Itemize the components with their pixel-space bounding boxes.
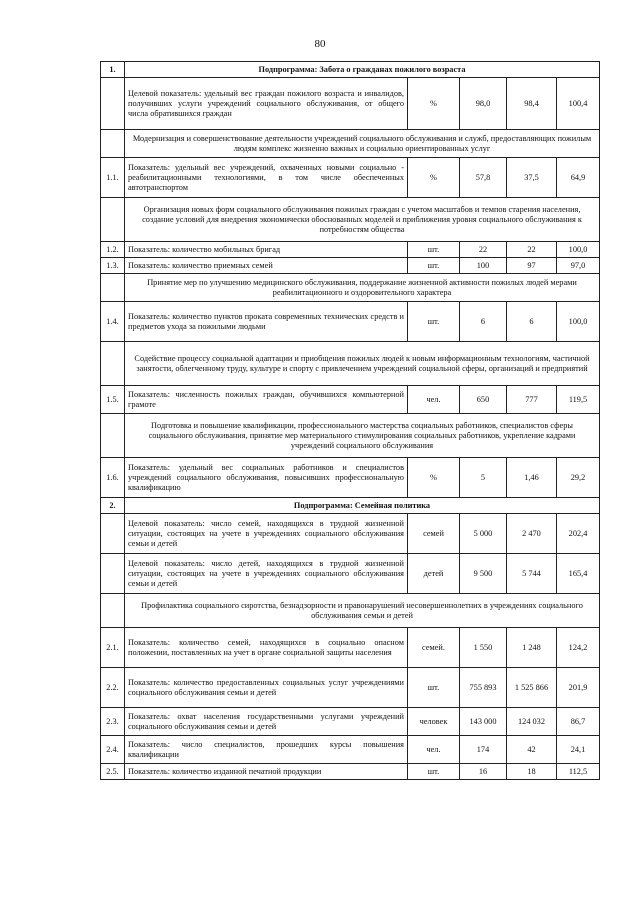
row-number: 1.1. bbox=[101, 158, 125, 198]
indicator-row bbox=[101, 258, 600, 274]
indicator-description: Показатель: число специалистов, прошедших курсы повышения квалификации bbox=[125, 736, 408, 764]
indicator-unit: шт. bbox=[408, 668, 460, 708]
indicator-unit: шт. bbox=[408, 242, 460, 258]
indicator-row bbox=[101, 708, 600, 736]
indicator-description: Показатель: количество пунктов проката современных технических средств и предметов ухода за пожилыми людьми bbox=[125, 302, 408, 342]
subtask-row bbox=[101, 342, 600, 386]
indicator-row bbox=[101, 764, 600, 780]
indicator-percent: 202,4 bbox=[557, 514, 600, 554]
row-number: 2.1. bbox=[101, 628, 125, 668]
subtask-text: Профилактика социального сиротства, безнадзорности и правонарушений несовершеннолетних в учреждениях социального обслуживания семьи и детей bbox=[125, 594, 600, 628]
indicator-planned-value: 16 bbox=[460, 764, 507, 780]
section-number: 1. bbox=[101, 62, 125, 78]
indicator-actual-value: 124 032 bbox=[507, 708, 557, 736]
indicator-planned-value: 174 bbox=[460, 736, 507, 764]
subtask-text: Модернизация и совершенствование деятельности учреждений социального обслуживания и служб, предоставляющих пожилым людям комплекс жизненно важных и социально ориентированных услуг bbox=[125, 130, 600, 158]
indicator-actual-value: 97 bbox=[507, 258, 557, 274]
indicator-actual-value: 2 470 bbox=[507, 514, 557, 554]
section-header-row bbox=[101, 498, 600, 514]
indicator-description: Показатель: охват населения государственными услугами учреждений социального обслуживания семьи и детей bbox=[125, 708, 408, 736]
indicator-row bbox=[101, 302, 600, 342]
indicator-row bbox=[101, 78, 600, 130]
indicator-planned-value: 100 bbox=[460, 258, 507, 274]
indicator-unit: % bbox=[408, 78, 460, 130]
section-title: Подпрограмма: Забота о гражданах пожилого возраста bbox=[125, 62, 600, 78]
indicator-unit: чел. bbox=[408, 386, 460, 414]
indicator-actual-value: 37,5 bbox=[507, 158, 557, 198]
indicator-percent: 201,9 bbox=[557, 668, 600, 708]
subtask-row bbox=[101, 274, 600, 302]
row-number bbox=[101, 514, 125, 554]
indicator-planned-value: 9 500 bbox=[460, 554, 507, 594]
indicator-percent: 112,5 bbox=[557, 764, 600, 780]
indicators-table bbox=[100, 61, 600, 780]
page-number: 80 bbox=[314, 38, 326, 50]
row-number bbox=[101, 554, 125, 594]
indicator-percent: 100,0 bbox=[557, 302, 600, 342]
row-number: 1.2. bbox=[101, 242, 125, 258]
indicator-percent: 119,5 bbox=[557, 386, 600, 414]
indicator-planned-value: 57,8 bbox=[460, 158, 507, 198]
indicator-actual-value: 42 bbox=[507, 736, 557, 764]
indicator-row bbox=[101, 458, 600, 498]
row-number bbox=[101, 130, 125, 158]
row-number: 2.5. bbox=[101, 764, 125, 780]
indicator-percent: 97,0 bbox=[557, 258, 600, 274]
indicator-actual-value: 1,46 bbox=[507, 458, 557, 498]
indicator-row bbox=[101, 386, 600, 414]
subtask-row bbox=[101, 414, 600, 458]
indicator-unit: семей. bbox=[408, 628, 460, 668]
subtask-text: Принятие мер по улучшению медицинского обслуживания, поддержание жизненной активности пожилых людей мерами реабилитационного и оздоровительного характера bbox=[125, 274, 600, 302]
indicator-percent: 100,4 bbox=[557, 78, 600, 130]
row-number bbox=[101, 594, 125, 628]
indicator-description: Показатель: удельный вес социальных работников и специалистов учреждений социального обслуживания, повысивших профессиональную квалификацию bbox=[125, 458, 408, 498]
indicator-percent: 29,2 bbox=[557, 458, 600, 498]
indicator-percent: 165,4 bbox=[557, 554, 600, 594]
indicator-unit: % bbox=[408, 158, 460, 198]
indicator-actual-value: 1 525 866 bbox=[507, 668, 557, 708]
indicator-row bbox=[101, 736, 600, 764]
row-number: 1.4. bbox=[101, 302, 125, 342]
indicators-table-body bbox=[101, 62, 600, 780]
row-number bbox=[101, 78, 125, 130]
indicator-percent: 24,1 bbox=[557, 736, 600, 764]
indicator-unit: % bbox=[408, 458, 460, 498]
subtask-row bbox=[101, 594, 600, 628]
row-number: 1.5. bbox=[101, 386, 125, 414]
subtask-row bbox=[101, 130, 600, 158]
indicator-actual-value: 98,4 bbox=[507, 78, 557, 130]
row-number: 2.2. bbox=[101, 668, 125, 708]
indicator-planned-value: 1 550 bbox=[460, 628, 507, 668]
indicator-actual-value: 22 bbox=[507, 242, 557, 258]
indicator-description: Показатель: численность пожилых граждан, обучившихся компьютерной грамоте bbox=[125, 386, 408, 414]
indicator-row bbox=[101, 158, 600, 198]
indicator-row bbox=[101, 514, 600, 554]
indicator-description: Целевой показатель: число детей, находящихся в трудной жизненной ситуации, состоящих на учете в учреждениях социального обслуживания семьи и детей bbox=[125, 554, 408, 594]
indicator-description: Показатель: количество семей, находящихся в социально опасном положении, поставленных на учет в органе социальной защиты населения bbox=[125, 628, 408, 668]
section-number: 2. bbox=[101, 498, 125, 514]
indicator-planned-value: 755 893 bbox=[460, 668, 507, 708]
indicator-planned-value: 5 000 bbox=[460, 514, 507, 554]
row-number bbox=[101, 414, 125, 458]
indicator-unit: семей bbox=[408, 514, 460, 554]
indicator-unit: шт. bbox=[408, 258, 460, 274]
indicator-percent: 64,9 bbox=[557, 158, 600, 198]
indicator-actual-value: 6 bbox=[507, 302, 557, 342]
row-number: 1.3. bbox=[101, 258, 125, 274]
indicator-row bbox=[101, 554, 600, 594]
subtask-text: Содействие процессу социальной адаптации и приобщения пожилых людей к новым информационным технологиям, частичной занятости, облегченному труду, культуре и спорту с привлечением учреждений социальной сферы, организаций и предприятий bbox=[125, 342, 600, 386]
section-header-row bbox=[101, 62, 600, 78]
row-number bbox=[101, 342, 125, 386]
indicator-actual-value: 5 744 bbox=[507, 554, 557, 594]
indicator-description: Показатель: количество изданной печатной продукции bbox=[125, 764, 408, 780]
indicator-planned-value: 650 bbox=[460, 386, 507, 414]
section-title: Подпрограмма: Семейная политика bbox=[125, 498, 600, 514]
indicator-row bbox=[101, 668, 600, 708]
indicator-unit: человек bbox=[408, 708, 460, 736]
indicator-description: Целевой показатель: удельный вес граждан пожилого возраста и инвалидов, получивших услуги учреждений социального обслуживания, от общего числа обратившихся граждан bbox=[125, 78, 408, 130]
indicator-description: Показатель: количество предоставленных социальных услуг учреждениями социального обслуживания семьи и детей bbox=[125, 668, 408, 708]
indicator-unit: шт. bbox=[408, 764, 460, 780]
indicator-unit: чел. bbox=[408, 736, 460, 764]
row-number bbox=[101, 198, 125, 242]
indicator-actual-value: 1 248 bbox=[507, 628, 557, 668]
indicator-description: Показатель: количество мобильных бригад bbox=[125, 242, 408, 258]
indicator-description: Показатель: количество приемных семей bbox=[125, 258, 408, 274]
indicator-row bbox=[101, 628, 600, 668]
row-number: 2.3. bbox=[101, 708, 125, 736]
indicator-actual-value: 18 bbox=[507, 764, 557, 780]
indicator-description: Целевой показатель: число семей, находящихся в трудной жизненной ситуации, состоящих на учете в учреждениях социального обслуживания семьи и детей bbox=[125, 514, 408, 554]
indicator-row bbox=[101, 242, 600, 258]
row-number bbox=[101, 274, 125, 302]
subtask-text: Подготовка и повышение квалификации, профессионального мастерства социальных работников, специалистов сферы социального обслуживания, принятие мер материального стимулирования социальных работников, укрепление кадрами учреждений социального обслуживания bbox=[125, 414, 600, 458]
indicator-planned-value: 98,0 bbox=[460, 78, 507, 130]
indicator-percent: 124,2 bbox=[557, 628, 600, 668]
subtask-text: Организация новых форм социального обслуживания пожилых граждан с учетом масштабов и темпов старения населения, создание условий для внедрения экономически обоснованных моделей и приближения уровня социального обслуживания к потребностям общества bbox=[125, 198, 600, 242]
indicator-unit: шт. bbox=[408, 302, 460, 342]
indicator-description: Показатель: удельный вес учреждений, охваченных новыми социально - реабилитационными технологиями, в том числе обеспеченных автотранспортом bbox=[125, 158, 408, 198]
indicator-planned-value: 22 bbox=[460, 242, 507, 258]
indicator-planned-value: 6 bbox=[460, 302, 507, 342]
indicator-percent: 100,0 bbox=[557, 242, 600, 258]
indicator-planned-value: 143 000 bbox=[460, 708, 507, 736]
indicator-actual-value: 777 bbox=[507, 386, 557, 414]
row-number: 2.4. bbox=[101, 736, 125, 764]
indicator-percent: 86,7 bbox=[557, 708, 600, 736]
indicator-planned-value: 5 bbox=[460, 458, 507, 498]
subtask-row bbox=[101, 198, 600, 242]
indicator-unit: детей bbox=[408, 554, 460, 594]
row-number: 1.6. bbox=[101, 458, 125, 498]
